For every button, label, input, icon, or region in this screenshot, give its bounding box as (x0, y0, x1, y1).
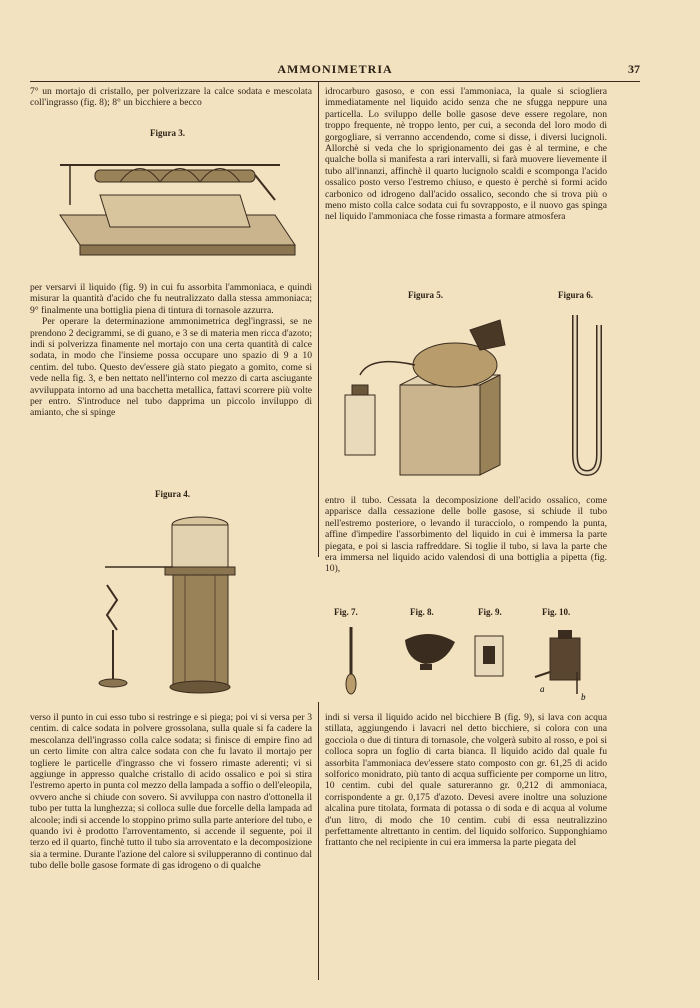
figure-6-u-tube (565, 305, 605, 480)
left-bottom-paragraph: verso il punto in cui esso tubo si restringe e si piega; poi vi si versa per 3 centim. di calce sodata in polvere grossolana, sulla quale si fa cadere la mescolanza dell'ingrasso colla calce sodata; si finisce di empire fino ad un certo limite con altra calce sodata con che fu lavato il mortajo per togliere le particelle d'ingrasso che vi fossero rimaste aderenti; vi si aggiunge in appresso qualche cristallo di acido ossalico e poi si stira l'estremo aperto in punta col mezzo della lampada a soffio o dell'eleopila, ovvero anche si chiude con sovero. Si avviluppa con nastro d'ottonella il tubo per tutta la lunghezza; si colloca sulle due forcelle della lampada ad alcoole; indi si accende lo stoppino primo sulla parte anteriore del tubo, e quando ivi è prodotto l'arroventamento, si accende il seguente, poi il terzo ed il quarto, finchè tutto il tubo sia arroventato e la decomposizione sia a termine. Durante l'azione del calore si svilupperanno di continuo dal tubo delle bolle gasose formate di gas idrogeno o di qualche (30, 712, 312, 872)
left-middle-paragraphs: per versarvi il liquido (fig. 9) in cui fu assorbita l'ammoniaca, e quindi misurar la quantità d'acido che fu neutralizzato dalla stessa ammoniaca; 9° finalmente una bottiglia piena di tintura di tornasole azzurra. Per operare la determinazione ammonimetrica degl'ingrassi, se ne prendono 2 decigrammi, se di guano, e 3 se di materia men ricca d'azoto; indi si polverizza finamente nel mortajo con una certa quantità di calce sodata, in modo che l'insieme possa occupare uno spazio di 9 a 10 centim. del tubo. Questo dev'essere già stato piegato a gomito, come si vede nella fig. 3, e ben nettato nell'interno col mezzo di carta asciugante avviluppata intorno ad una bacchetta metallica, fattavi scorrere più volte per entro. S'introduce nel tubo dapprima un piccolo inviluppo di amianto, che si spinge (30, 282, 312, 419)
figure-4-caption: Figura 4. (155, 489, 190, 499)
figure-4-lamp-and-water-bath (95, 505, 245, 700)
page-number: 37 (628, 62, 640, 76)
figure-9-caption: Fig. 9. (478, 607, 502, 617)
header-rule (30, 81, 640, 82)
figure-3-caption: Figura 3. (150, 128, 185, 138)
figure-10-label-a: a (540, 684, 545, 694)
figure-8-caption: Fig. 8. (410, 607, 434, 617)
figure-5-bellows-and-bottle (330, 305, 510, 485)
right-bottom-paragraph: indi si versa il liquido acido nel bicchiere B (fig. 9), si lava con acqua stillata, aggiungendo i lavacri nel detto bicchiere, si colora con una gocciola o due di tintura di tornasole, che volgerà subito al rosso, e poi si colloca sopra un foglio di carta bianca. Il liquido acido dal quale fu assorbita l'ammoniaca dev'essere stato composto con gr. 61,25 di acido solforico monidrato, più tanto di acqua sufficiente per comporne un litro, 10 centim. cubi del quale satureranno gr. 0,212 di ammoniaca, corrispondente a gr. 0,175 d'azoto. Devesi avere inoltre una soluzione alcalina pure titolata, formata di potassa o di soda e di acqua al volume d'un litro, di modo che 10 centim. cubi di essa neutralizzino perfettamente altrettanto in centim. del liquido solforico. Supponghiamo frattanto che nel recipiente in cui era immersa la parte piegata del (325, 712, 607, 849)
figure-6-caption: Figura 6. (558, 290, 593, 300)
running-header (30, 62, 640, 78)
figure-7-caption: Fig. 7. (334, 607, 358, 617)
column-divider-upper (318, 82, 319, 557)
figures-7-10-apparatus (335, 622, 605, 702)
figure-5-caption: Figura 5. (408, 290, 443, 300)
figure-10-label-b: b (581, 692, 586, 702)
figure-10-caption: Fig. 10. (542, 607, 571, 617)
figure-3-combustion-furnace-illustration (40, 145, 300, 260)
left-top-paragraph: 7° un mortajo di cristallo, per polverizzare la calce sodata e mescolata coll'ingrasso (fig. 8); 8° un bicchiere a becco (30, 86, 312, 109)
column-divider-lower (318, 702, 319, 980)
right-middle-paragraph: entro il tubo. Cessata la decomposizione dell'acido ossalico, come apparisce dalla cessazione delle bolle gasose, si schiude il tubo nell'estremo posteriore, o levando il turacciolo, o rompendo la punta, affine d'impedire l'assorbimento del liquido in cui è immersa la parte piegata, e poi si lascia raffreddare. Si toglie il tubo, si lava la parte che era immersa nel liquido acido valendosi di una bottiglia a pipetta (fig. 10), (325, 495, 607, 575)
right-top-paragraph: idrocarburo gasoso, e con essi l'ammoniaca, la quale si sciogliera immediatamente nel liquido acido senza che ne sfugga neppure una particella. Lo sviluppo delle bolle gasose deve essere regolare, non troppo frequente, nè troppo lento, per cui, a seconda del loro modo di gorgogliare, si verranno accendendo, come si disse, i diversi lucignoli. Allorchè si veda che lo sprigionamento dei gas è al termine, e che qualche bolla si manifesta a rari intervalli, si farà muovere lievemente il tubo all'innanzi, affinchè il quarto lucignolo scaldi e scomponga l'acido ossalico posto verso l'estremo chiuso, e questo è perchè si formi acido carbonico od idrogeno dall'acido ossalico, secondo che si trova più o meno misto colla calce sodata cui fu sovrapposto, e il nuovo gas spinga nel liquido l'ammoniaca che fosse rimasta a formare atmosfera (325, 86, 607, 223)
page-title: AMMONIMETRIA (277, 62, 393, 76)
